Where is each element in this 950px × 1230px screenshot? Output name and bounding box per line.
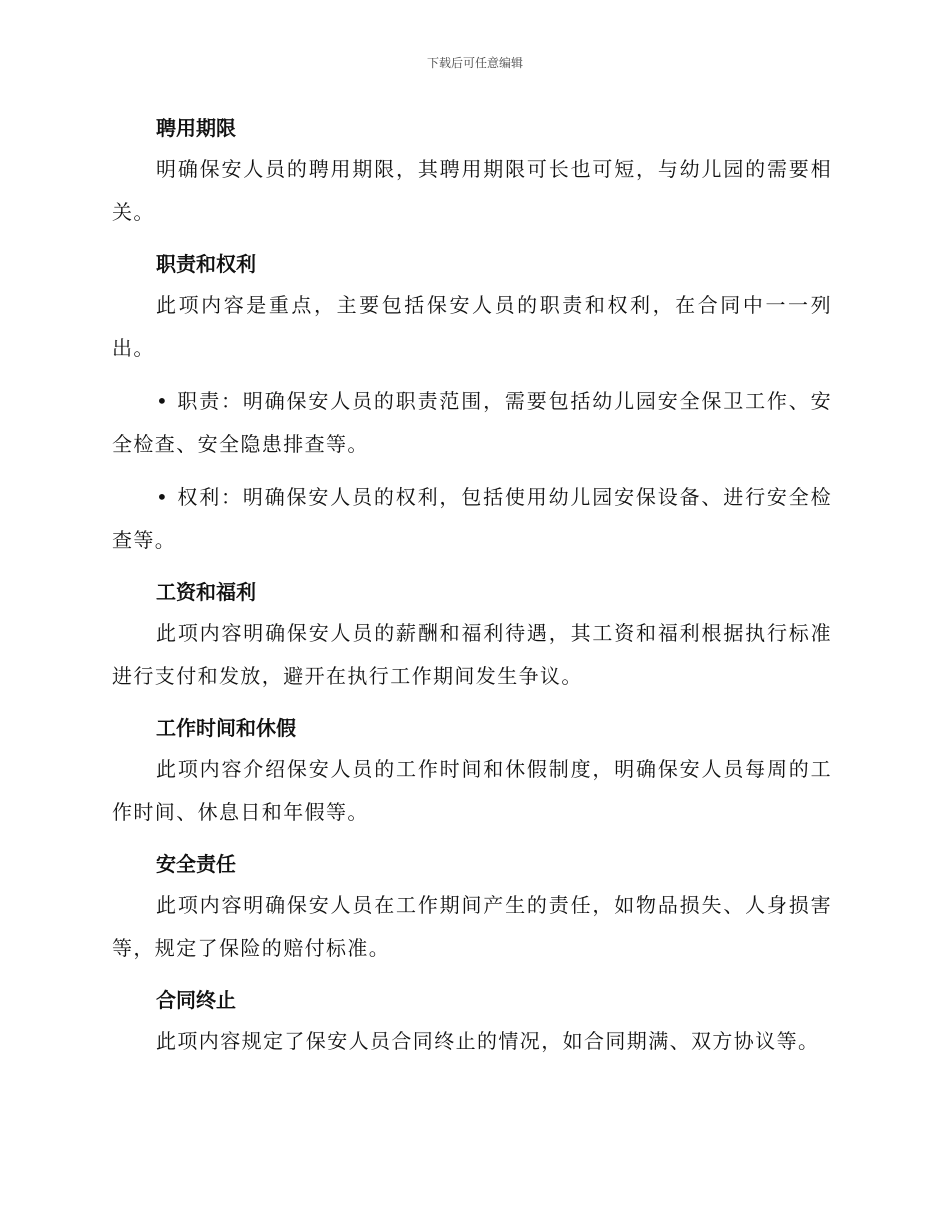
section-working-hours-and-leave (112, 708, 832, 834)
section-paragraph: 此项内容规定了保安人员合同终止的情况，如合同期满、双方协议等。 (156, 1029, 820, 1053)
section-paragraph: 明确保安人员的聘用期限，其聘用期限可长也可短，与幼儿园的需要相关。 (112, 157, 832, 224)
section-paragraph: 此项内容明确保安人员在工作期间产生的责任，如物品损失、人身损害等，规定了保险的赔付标准。 (112, 893, 832, 960)
section-paragraph: 此项内容明确保安人员的薪酬和福利待遇，其工资和福利根据执行标准进行支付和发放，避开在执行工作期间发生争议。 (112, 621, 832, 688)
section-contract-termination (112, 980, 832, 1063)
section-employment-term (112, 108, 832, 234)
section-heading: 聘用期限 (156, 116, 236, 140)
section-heading: 工资和福利 (156, 580, 256, 604)
bullet-rights: • 权利：明确保安人员的权利，包括使用幼儿园安保设备、进行安全检查等。 (112, 485, 832, 552)
section-paragraph: 此项内容介绍保安人员的工作时间和休假制度，明确保安人员每周的工作时间、休息日和年假等。 (112, 757, 832, 824)
section-safety-responsibility (112, 844, 832, 970)
page-header: 下载后可任意编辑 (426, 56, 523, 70)
bullet-duties: • 职责：明确保安人员的职责范围，需要包括幼儿园安全保卫工作、安全检查、安全隐患排查等。 (112, 389, 832, 456)
document-body (112, 108, 832, 1073)
section-paragraph: 此项内容是重点，主要包括保安人员的职责和权利，在合同中一一列出。 (112, 293, 832, 360)
section-salary-and-benefits (112, 572, 832, 698)
section-heading: 工作时间和休假 (156, 716, 296, 740)
section-heading: 合同终止 (156, 988, 236, 1012)
section-heading: 安全责任 (156, 852, 236, 876)
section-heading: 职责和权利 (156, 252, 256, 276)
section-duties-and-rights (112, 244, 832, 562)
